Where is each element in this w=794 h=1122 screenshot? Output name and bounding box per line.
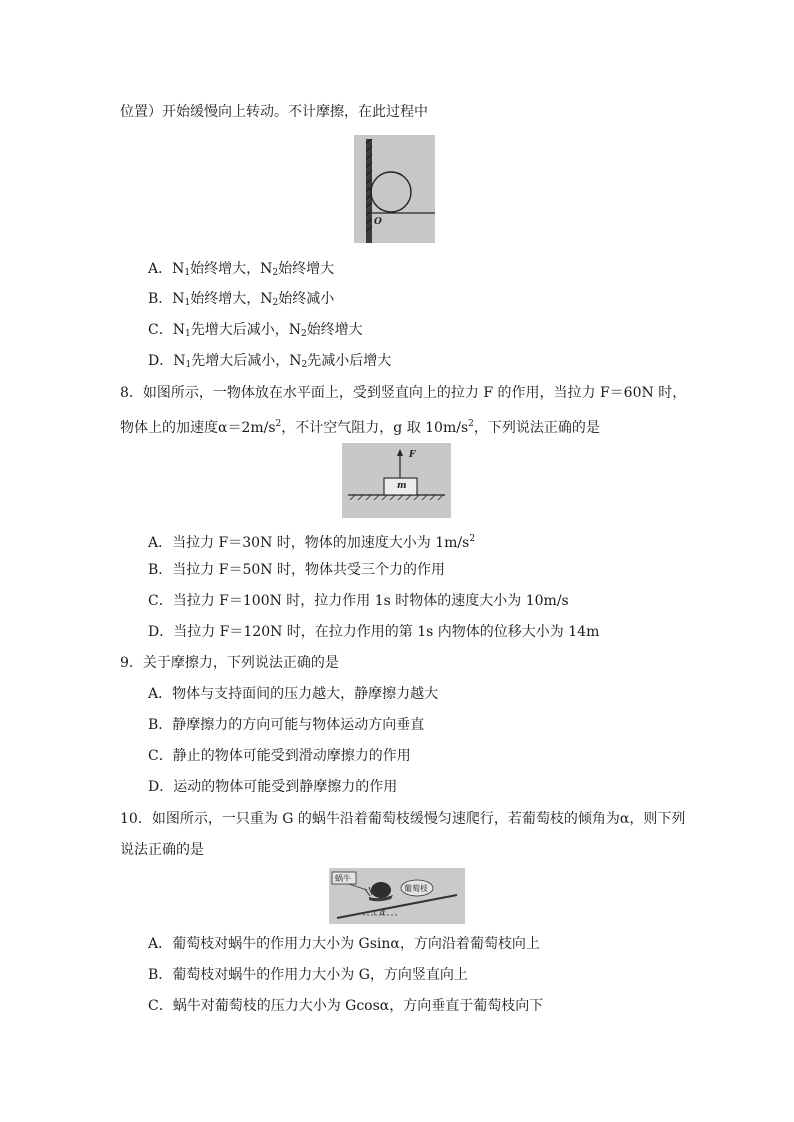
q8-figure: [342, 443, 451, 518]
q7-figure: [354, 135, 435, 243]
q10-option-b: B．葡萄枝对蜗牛的作用力大小为 G，方向竖直向上: [148, 967, 468, 983]
q7-point-o-label: O: [374, 217, 382, 227]
q10-figure: [329, 868, 465, 924]
q7-stem-tail: 位置）开始缓慢向上转动。不计摩擦，在此过程中: [120, 104, 428, 120]
q8-option-d: D．当拉力 F＝120N 时，在拉力作用的第 1s 内物体的位移大小为 14m: [148, 624, 600, 640]
q7-option-c: C．$N_1$先增大后减小，$N_2$始终增大: [148, 322, 363, 339]
q10-snail-label: 蜗牛: [335, 874, 351, 883]
q7-option-a: A．$N_1$始终增大，$N_2$始终增大: [148, 261, 335, 278]
q8-stem-line2: 物体上的加速度$\alpha=2m/s^2$，不计空气阻力，g 取 $10m/s^2$，下列说法正确的是: [120, 419, 600, 436]
q8-option-c: C．当拉力 F＝100N 时，拉力作用 1s 时物体的速度大小为 10m/s: [148, 593, 569, 609]
q8-option-a: A．当拉力 F＝30N 时，物体的加速度大小为 $1m/s^2$: [148, 534, 476, 551]
q10-branch-label: 葡萄枝: [404, 884, 428, 893]
q9-option-b: B．静摩擦力的方向可能与物体运动方向垂直: [148, 717, 425, 733]
q10-angle-label: α: [380, 908, 386, 917]
q8-stem-line1: 8．如图所示，一物体放在水平面上，受到竖直向上的拉力 F 的作用，当拉力 F＝60N 时，: [120, 385, 687, 401]
q8-force-label: F: [409, 450, 416, 460]
q7-option-b: B．$N_1$始终增大，$N_2$始终减小: [148, 291, 335, 308]
q9-option-c: C．静止的物体可能受到滑动摩擦力的作用: [148, 748, 411, 764]
q9-stem: 9．关于摩擦力，下列说法正确的是: [120, 655, 339, 671]
q7-figure-drawing: [354, 135, 435, 243]
q10-option-a: A．葡萄枝对蜗牛的作用力大小为 Gsinα，方向沿着葡萄枝向上: [148, 936, 540, 952]
q7-option-d: D．$N_1$先增大后减小，$N_2$先减小后增大: [148, 353, 392, 370]
q10-stem-line2: 说法正确的是: [120, 842, 204, 858]
q9-option-d: D．运动的物体可能受到静摩擦力的作用: [148, 779, 398, 795]
q8-mass-label: m: [397, 481, 407, 491]
q8-option-b: B．当拉力 F＝50N 时，物体共受三个力的作用: [148, 562, 445, 578]
q9-option-a: A．物体与支持面间的压力越大，静摩擦力越大: [148, 686, 439, 702]
q10-option-c: C．蜗牛对葡萄枝的压力大小为 Gcosα，方向垂直于葡萄枝向下: [148, 998, 544, 1014]
q10-stem-line1: 10．如图所示，一只重为 G 的蜗牛沿着葡萄枝缓慢匀速爬行，若葡萄枝的倾角为α，则下列: [120, 811, 686, 827]
